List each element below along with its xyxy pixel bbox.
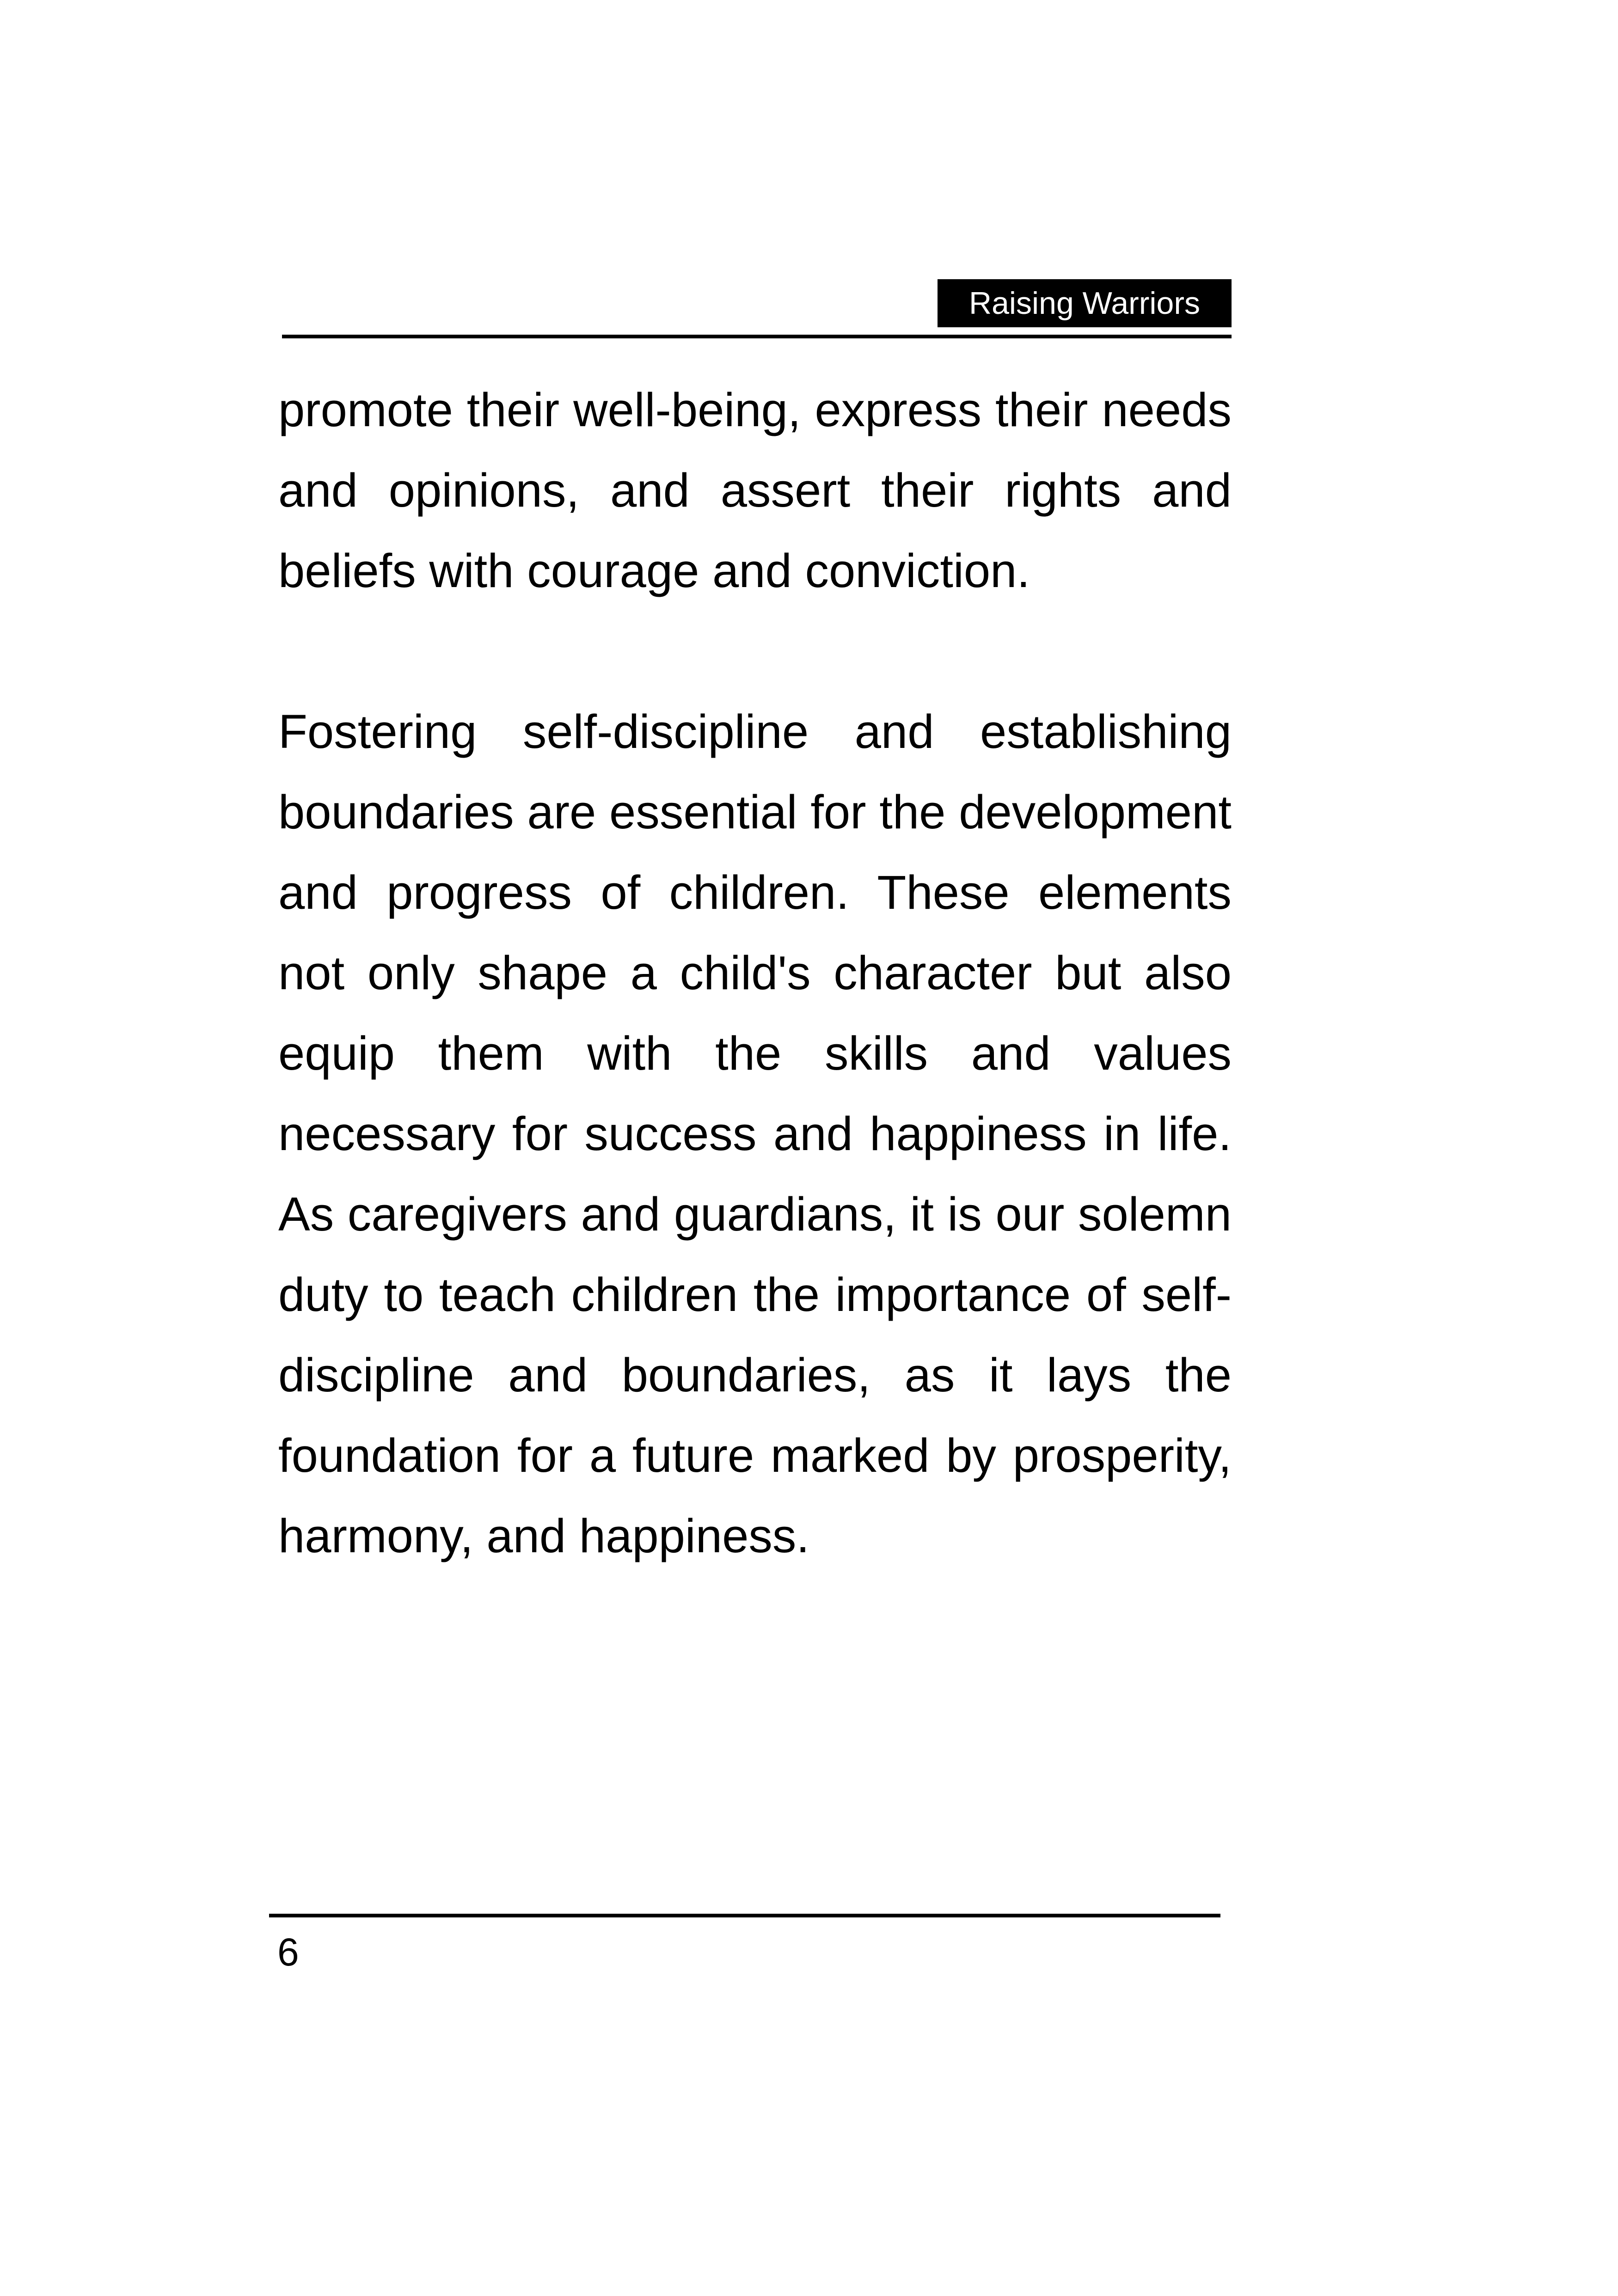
footer-divider (269, 1914, 1220, 1917)
page-number: 6 (277, 1930, 299, 1974)
body-text (278, 370, 1232, 1576)
running-header-title: Raising Warriors (938, 279, 1232, 327)
paragraph-continuation: promote their well-being, express their needs and opinions, and assert their rights and beliefs with courage and conviction. (278, 383, 1232, 597)
paragraph-self-discipline: Fostering self-discipline and establishing boundaries are essential for the development and progress of children. These elements not only shape a child's character but also equip them with the skills and values necessary for success and happiness in life. As caregivers and guardians, it is our solemn duty to teach children the importance of self-discipline and boundaries, as it lays the foundation for a future marked by prosperity, harmony, and happiness. (278, 705, 1232, 1562)
header-divider (282, 335, 1232, 338)
